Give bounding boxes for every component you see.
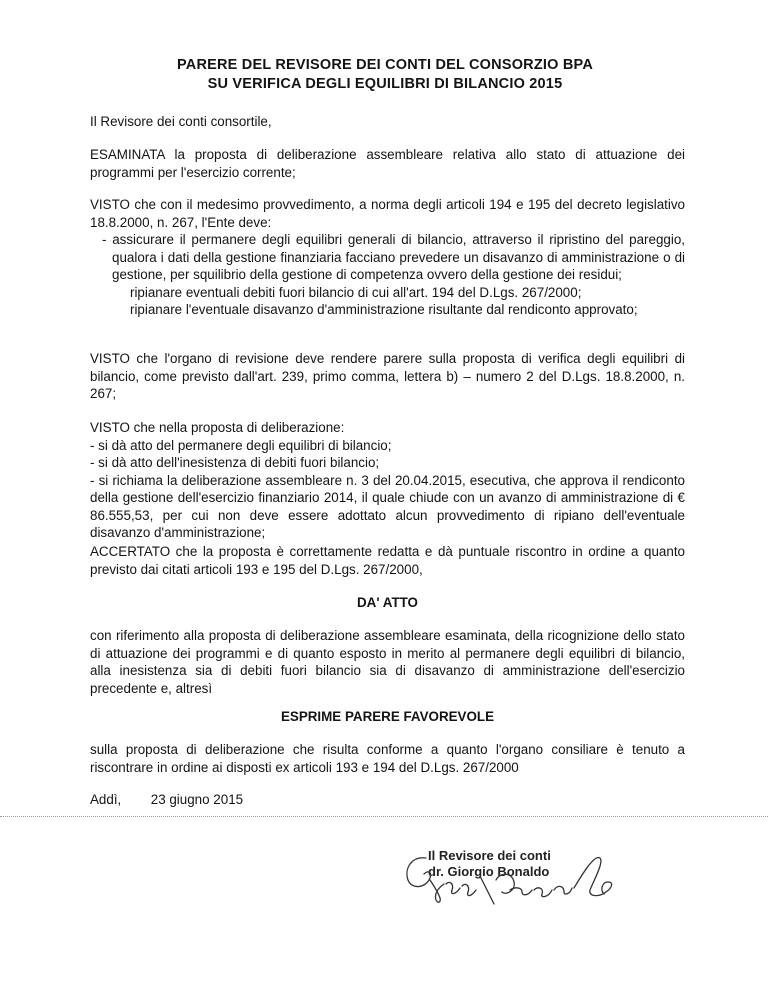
visto-3-item: - si richiama la deliberazione assembleare n. 3 del 20.04.2015, esecutiva, che approva il rendiconto della gestione dell'esercizio finanziario 2014, il quale chiude con un avanzo di amministrazione di € 86.555,53, per cui non deve essere adottato alcun provvedimento di ripiano dell'eventuale disavanzo d'amministrazione;: [90, 472, 685, 540]
paragraph-visto-2: VISTO che l'organo di revisione deve rendere parere sulla proposta di verifica degli equilibri di bilancio, come previsto dall'art. 239, primo comma, lettera b) – numero 2 del D.Lgs. 18.8.2000, n. 267;: [90, 351, 685, 401]
visto-3-item: - si dà atto dell'inesistenza di debiti fuori bilancio;: [90, 455, 380, 470]
paragraph-esprime: sulla proposta di deliberazione che risulta conforme a quanto l'organo consiliare è tenuto a riscontrare in ordine ai disposti ex articoli 193 e 194 del D.Lgs. 267/2000: [90, 742, 685, 775]
greeting: Il Revisore dei conti consortile,: [90, 114, 272, 129]
date-line: [90, 791, 685, 809]
title-line-1: PARERE DEL REVISORE DEI CONTI DEL CONSORZIO BPA: [177, 57, 593, 73]
title-line-2: SU VERIFICA DEGLI EQUILIBRI DI BILANCIO 2015: [207, 76, 563, 92]
visto-1-item: - assicurare il permanere degli equilibri generali di bilancio, attraverso il ripristino del pareggio, qualora i dati della gestione finanziaria facciano prevedere un disavanzo di amministrazione o di gestione, per squilibrio della gestione di competenza ovvero della gestione dei residui;: [102, 232, 685, 282]
signature-block: [398, 840, 648, 910]
dotted-separator: [0, 816, 768, 817]
paragraph-accertato: ACCERTATO che la proposta è correttamente redatta e dà puntuale riscontro in ordine a quanto previsto dai citati articoli 193 e 195 del D.Lgs. 267/2000,: [90, 544, 685, 577]
visto-1-item: ripianare eventuali debiti fuori bilancio di cui all'art. 194 del D.Lgs. 267/2000;: [130, 284, 582, 300]
signature-name: dr. Giorgio Bonaldo: [428, 864, 550, 879]
heading-da-atto: DA' ATTO: [357, 595, 418, 610]
handwritten-signature: [398, 840, 648, 910]
visto-3-intro: VISTO che nella proposta di deliberazione:: [90, 420, 345, 435]
paragraph-da-atto: con riferimento alla proposta di deliberazione assembleare esaminata, della ricognizione dello stato di attuazione dei programmi e di quanto esposto in merito al permanere degli equilibri di bilancio, alla inesistenza sia di debiti fuori bilancio sia di disavanzo di amministrazione dell'esercizio precedente e, altresì: [90, 628, 685, 696]
visto-1-item: ripianare l'eventuale disavanzo d'amministrazione risultante dal rendiconto approvato;: [130, 302, 638, 317]
paragraph-visto-1: [90, 196, 685, 319]
place-label: Addì,: [90, 792, 122, 807]
paragraph-esaminata: ESAMINATA la proposta di deliberazione assembleare relativa allo stato di attuazione dei programmi per l'esercizio corrente;: [90, 147, 685, 180]
visto-1-intro: VISTO che con il medesimo provvedimento, a norma degli articoli 194 e 195 del decreto legislativo 18.8.2000, n. 267, l'Ente deve:: [90, 197, 685, 230]
paragraph-visto-3: [90, 419, 685, 542]
signature-role: Il Revisore dei conti: [428, 848, 551, 863]
document-title: [90, 56, 680, 94]
date-value: 23 giugno 2015: [150, 792, 244, 807]
heading-esprime-parere: ESPRIME PARERE FAVOREVOLE: [280, 709, 495, 724]
visto-3-item: - si dà atto del permanere degli equilibri di bilancio;: [90, 437, 392, 453]
